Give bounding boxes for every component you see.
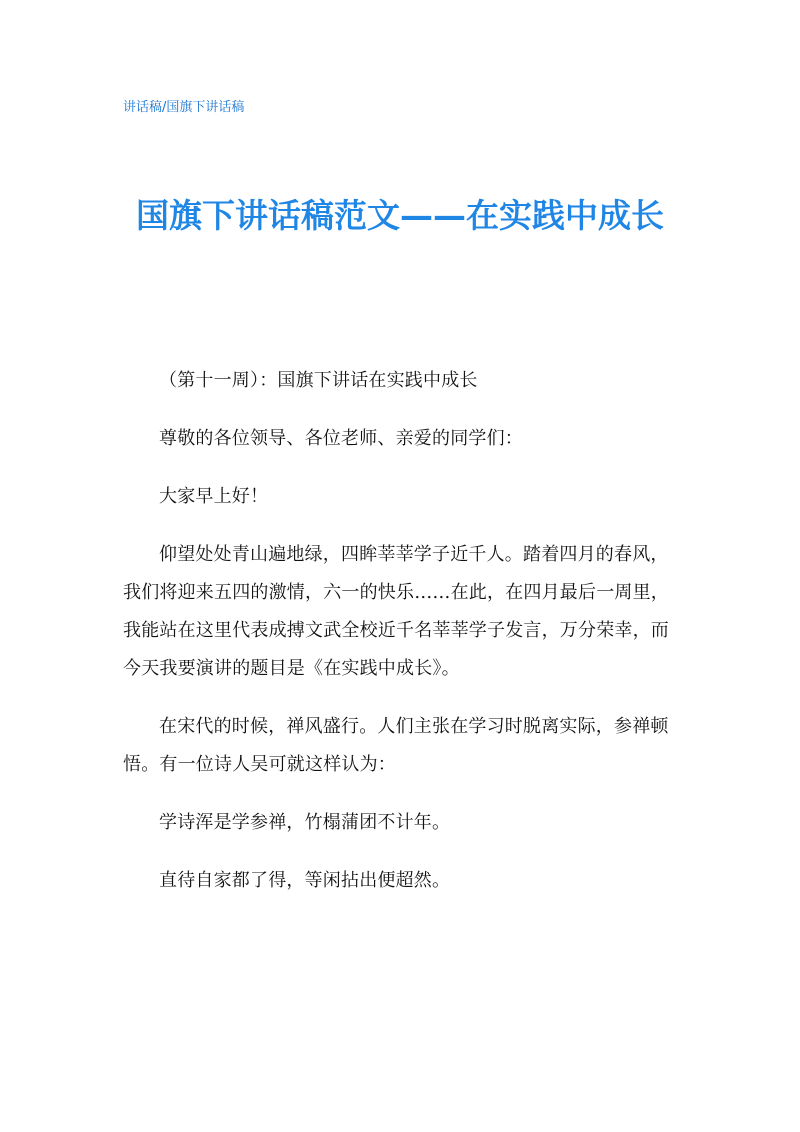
paragraph-greeting: 大家早上好！ bbox=[159, 486, 269, 507]
breadcrumb[interactable]: 讲话稿/国旗下讲话稿 bbox=[123, 100, 245, 115]
paragraph-intro: 仰望处处青山遍地绿，四眸莘莘学子近千人。踏着四月的春风，我们将迎来五四的激情，六一的快乐……在此，在四月最后一周里，我能站在这里代表成搏文武全校近千名莘莘学子发言，万分荣幸，而今天我要演讲的题目是《在实践中成长》。 bbox=[123, 544, 669, 679]
paragraph-song-dynasty: 在宋代的时候，禅风盛行。人们主张在学习时脱离实际，参禅顿悟。有一位诗人吴可就这样认为： bbox=[123, 716, 669, 775]
document-body bbox=[123, 362, 683, 920]
poem-line-1: 学诗浑是学参禅，竹榻蒲团不计年。 bbox=[159, 812, 451, 833]
page-title: 国旗下讲话稿范文——在实践中成长 bbox=[136, 196, 664, 235]
poem-line-2: 直待自家都了得，等闲拈出便超然。 bbox=[159, 870, 451, 891]
paragraph-week-heading: （第十一周）：国旗下讲话在实践中成长 bbox=[159, 370, 478, 391]
paragraph-salutation: 尊敬的各位领导、各位老师、亲爱的同学们： bbox=[159, 428, 523, 449]
